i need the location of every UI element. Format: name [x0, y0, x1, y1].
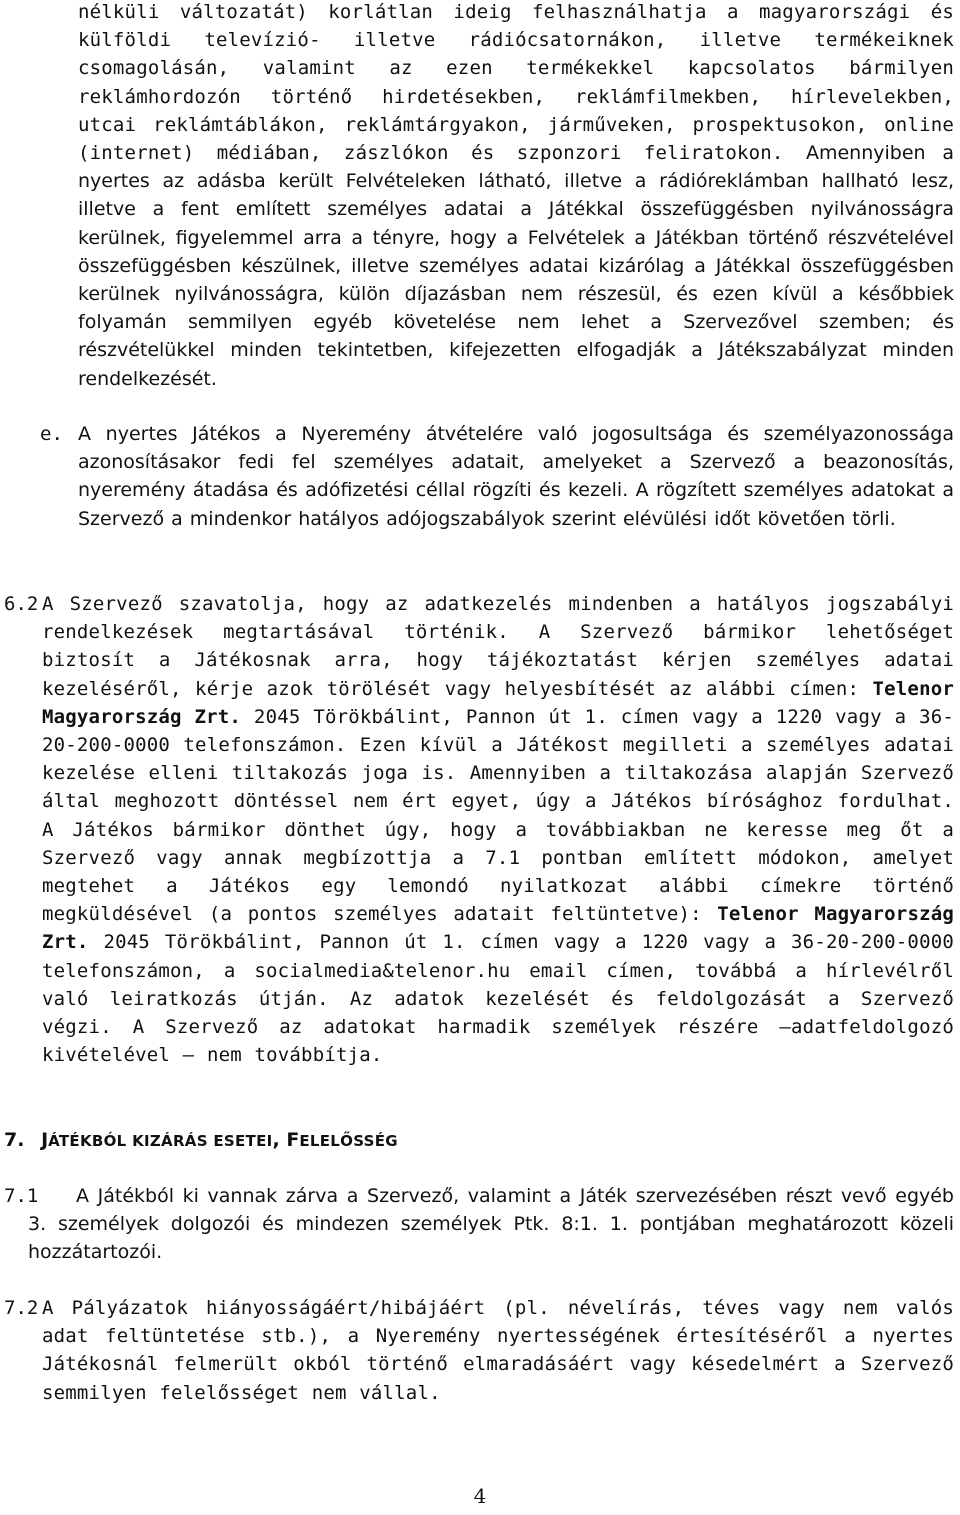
section-6-2-t2: 2045 Törökbálint, Pannon út 1. címen vagy a 1220 vagy a 36-20-200-0000 telefonszámon. Ezen kívül a Játékost megilleti a személyes adatai kezelése elleni tiltakozás joga is. Amennyiben a tiltakozása alapján Szervező által meghozott döntéssel nem ért egyet, úgy a Játékos bírósághoz fordulhat. A Játékos bármikor dönthet úgy, hogy a továbbiakban ne keresse meg őt a Szervező vagy annak megbízottja a 7.1 pontban említett módokon, amelyet megtehet a Játékos egy lemondó nyilatkozat alábbi címekre történő megküldésével (a pontos személyes adatait feltüntetve):: [42, 705, 954, 926]
section-7-title-rest-2: ELELŐSSÉG: [299, 1132, 398, 1150]
paragraph-d-continuation: [78, 0, 954, 393]
section-6-2-text: [42, 590, 954, 1069]
section-7-2-text: A Pályázatok hiányosságáért/hibájáért (pl. névelírás, téves vagy nem valós adat feltüntetése stb.), a Nyeremény nyertességének értesítéséről a nyertes Játékosnál felmerült okból történő elmaradásáért vagy késedelmért a Szervező semmilyen felelősséget nem vállal.: [42, 1297, 954, 1404]
item-e-marker: e.: [40, 423, 63, 445]
section-7-heading: [4, 1126, 398, 1155]
section-6-2-t3: 2045 Törökbálint, Pannon út 1. címen vagy a 1220 vagy a 36-20-200-0000 telefonszámon, a socialmedia&telenor.hu email címen, továbbá a hírlevélről való leiratkozás útján. Az adatok kezelését és feldolgozását a Szervező végzi. A Szervező az adatokat harmadik személyek részére –adatfeldolgozó kivételével – nem továbbítja.: [42, 931, 954, 1067]
section-6-2-t1: A Szervező szavatolja, hogy az adatkezelés mindenben a hatályos jogszabályi rendelkezések megtartásával történik. A Szervező bármikor lehetőséget biztosít a Játékosnak arra, hogy tájékoztatást kérjen személyes adatai kezeléséről, kérje azok törölését vagy helyesbítését az alábbi címen:: [42, 593, 954, 700]
section-7-title-initial-2: F: [286, 1129, 300, 1151]
section-7-title-separator: ,: [272, 1129, 287, 1151]
section-7-title-initial: J: [41, 1129, 49, 1151]
section-6-2-number: 6.2: [4, 593, 39, 615]
section-7-1-number: 7.1: [4, 1185, 39, 1207]
item-e-part1: A nyertes Játékos a Nyeremény átvételére való jogosultsága és személyazonossága azonosításakor fedi fel személyes adatait, amelyeket a Szervező a beazonosítás, nyeremény átadása és adófizetési céllal rögzíti és kezeli.: [78, 423, 954, 502]
section-6-2-company-1: Telenor Magyarország Zrt.: [42, 677, 954, 728]
section-7-number: 7.: [4, 1129, 25, 1151]
item-e-part2: A rögzített személyes adatokat a Szervező a mindenkor hatályos adójogszabályok szerint elévülési időt követően törli.: [78, 479, 955, 530]
section-7-2-number: 7.2: [4, 1297, 39, 1319]
section-7-title-rest: ÁTÉKBÓL KIZÁRÁS ESETEI: [48, 1132, 273, 1150]
item-e-text: [78, 420, 954, 533]
section-6-2-company-2: Telenor Magyarország Zrt.: [42, 903, 954, 954]
page-number: 4: [473, 1484, 487, 1508]
paragraph-d-part2: Amennyiben a nyertes az adásba került Felvételeken látható, illetve a rádióreklámban hallható lesz, illetve a fent említett személyes adatai a Játékkal összefüggésben nyilvánosságra kerülnek, figyelemmel arra a tényre, hogy a Felvételek a Játékban történő részvételével összefüggésben készülnek, illetve személyes adatai kizárólag a Játékkal összefüggésben kerülnek nyilvánosságra, külön díjazásban nem részesül, és ezen kívül a későbbiek folyamán semmilyen egyéb követelése nem lehet a Szervezővel szemben; és részvételükkel minden tekintetben, kifejezetten elfogadják a Játékszabályzat minden rendelkezését.: [78, 142, 955, 390]
section-7-1-text: A Játékból ki vannak zárva a Szervező, valamint a Játék szervezésében részt vevő egyéb 3. személyek dolgozói és mindezen személyek Ptk. 8:1. 1. pontjában meghatározott közeli hozzátartozói.: [28, 1185, 954, 1264]
paragraph-d-part1: nélküli változatát) korlátlan ideig felhasználhatja a magyarországi és külföldi televízió- illetve rádiócsatornákon, illetve termékeiknek csomagolásán, valamint az ezen termékekkel kapcsolatos bármilyen reklámhordozón történő hirdetésekben, reklámfilmekben, hírlevelekben, utcai reklámtáblákon, reklámtárgyakon, járműveken, prospektusokon, online (internet) médiában, zászlókon és szponzori feliratokon.: [78, 1, 954, 165]
